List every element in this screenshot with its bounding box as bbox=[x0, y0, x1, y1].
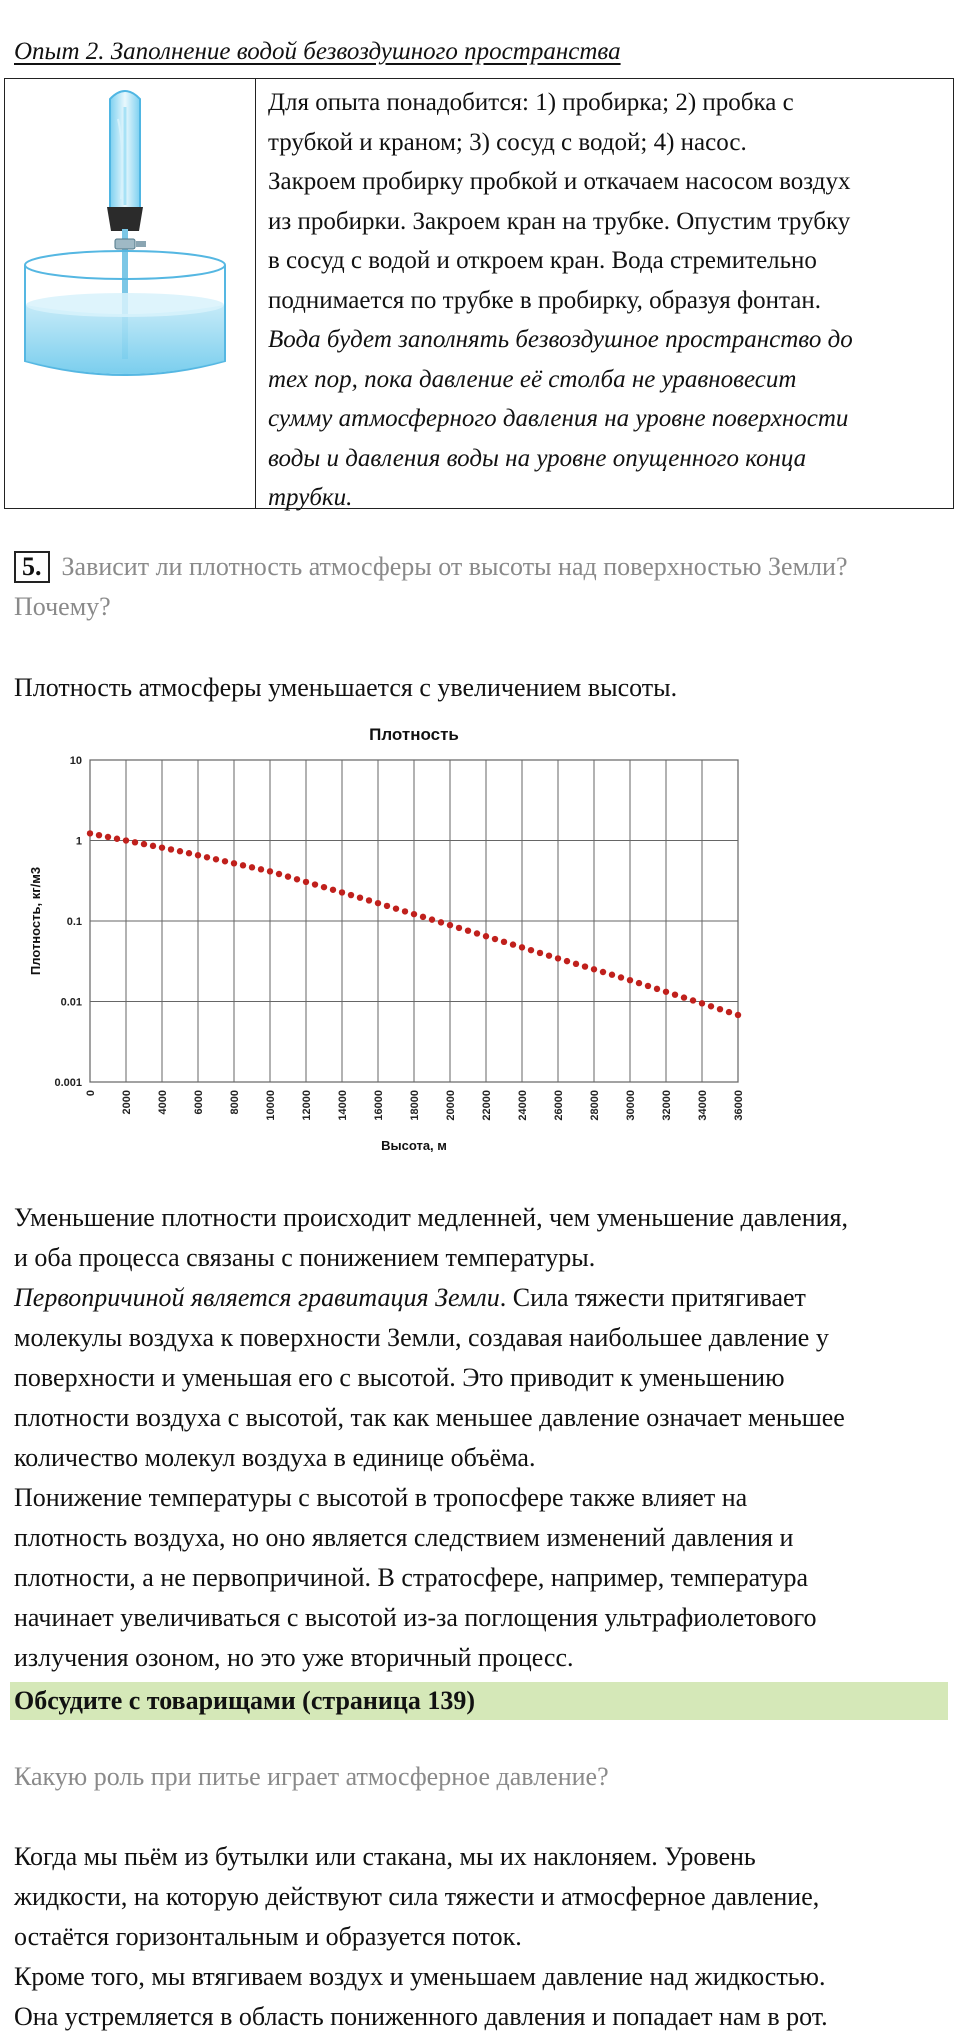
data-point bbox=[672, 991, 678, 997]
test-tube-apparatus-illustration bbox=[5, 79, 253, 379]
x-tick-label: 0 bbox=[85, 1090, 97, 1097]
data-point bbox=[312, 881, 318, 887]
data-point bbox=[258, 866, 264, 872]
experiment-line: из пробирки. Закроем кран на трубке. Опустим трубку bbox=[268, 207, 851, 235]
data-point bbox=[726, 1009, 732, 1015]
answer-line: Понижение температуры с высотой в тропосфере также влияет на bbox=[14, 1483, 748, 1512]
data-point bbox=[411, 911, 417, 917]
x-tick-label: 12000 bbox=[301, 1090, 313, 1121]
data-point bbox=[690, 997, 696, 1003]
data-point bbox=[618, 974, 624, 980]
answer-line: излучения озоном, но это уже вторичный процесс. bbox=[14, 1643, 574, 1672]
data-point bbox=[186, 850, 192, 856]
data-point bbox=[87, 830, 93, 836]
x-tick-label: 18000 bbox=[409, 1090, 421, 1121]
data-point bbox=[627, 977, 633, 983]
data-point bbox=[699, 1000, 705, 1006]
data-point bbox=[114, 836, 120, 842]
x-axis-label: Высота, м bbox=[381, 1138, 447, 1153]
experiment-conclusion-line: Вода будет заполнять безвоздушное пространство до bbox=[268, 326, 853, 353]
experiment-table bbox=[4, 78, 954, 509]
x-tick-label: 14000 bbox=[337, 1090, 349, 1121]
question-drinking: Какую роль при питье играет атмосферное давление? bbox=[14, 1762, 609, 1791]
data-point bbox=[249, 864, 255, 870]
experiment-line: Для опыта понадобится: 1) пробирка; 2) пробка с bbox=[268, 89, 794, 116]
y-tick-label: 1 bbox=[75, 835, 82, 848]
answer-line: жидкости, на которую действуют сила тяжести и атмосферное давление, bbox=[14, 1882, 820, 1911]
data-point bbox=[717, 1006, 723, 1012]
data-point bbox=[285, 873, 291, 879]
data-point bbox=[465, 927, 471, 933]
data-point bbox=[150, 843, 156, 849]
data-point bbox=[402, 908, 408, 914]
answer-after-italic: . Сила тяжести притягивает bbox=[499, 1283, 806, 1312]
data-point bbox=[537, 950, 543, 956]
answer-density-summary: Плотность атмосферы уменьшается с увеличением высоты. bbox=[14, 673, 678, 702]
question-text: Зависит ли плотность атмосферы от высоты над поверхностью Земли? Почему? bbox=[14, 552, 848, 621]
data-point bbox=[546, 952, 552, 958]
data-point bbox=[213, 856, 219, 862]
answer-line: Она устремляется в область пониженного давления и попадает нам в рот. bbox=[14, 2002, 828, 2031]
answer-line: количество молекул воздуха в единице объёма. bbox=[14, 1443, 536, 1472]
x-tick-label: 26000 bbox=[553, 1090, 565, 1121]
data-point bbox=[474, 930, 480, 936]
y-tick-label: 0.1 bbox=[66, 916, 82, 928]
data-point bbox=[492, 936, 498, 942]
x-tick-label: 16000 bbox=[373, 1090, 385, 1121]
data-point bbox=[348, 892, 354, 898]
data-point bbox=[141, 841, 147, 847]
x-tick-label: 6000 bbox=[193, 1090, 205, 1115]
x-tick-label: 10000 bbox=[265, 1090, 277, 1121]
experiment-title: Опыт 2. Заполнение водой безвоздушного пространства bbox=[14, 38, 621, 65]
x-tick-label: 34000 bbox=[697, 1090, 709, 1121]
data-point bbox=[654, 986, 660, 992]
data-point bbox=[447, 922, 453, 928]
data-point bbox=[483, 933, 489, 939]
data-point bbox=[303, 879, 309, 885]
answer-line bbox=[14, 1278, 954, 1318]
experiment-line: Закроем пробирку пробкой и откачаем насосом воздух bbox=[268, 168, 851, 195]
data-point bbox=[528, 947, 534, 953]
data-point bbox=[96, 832, 102, 838]
data-point bbox=[735, 1012, 741, 1018]
experiment-conclusion-line: тех пор, пока давление её столба не уравновесит bbox=[268, 365, 797, 393]
x-tick-label: 28000 bbox=[589, 1090, 601, 1121]
data-point bbox=[510, 941, 516, 947]
data-point bbox=[582, 963, 588, 969]
data-point bbox=[456, 925, 462, 931]
y-axis-label: Плотность, кг/м3 bbox=[28, 866, 43, 976]
answer-line: Уменьшение плотности происходит медленней, чем уменьшение давления, bbox=[14, 1203, 848, 1232]
experiment-conclusion-line: воды и давления воды на уровне опущенного конца bbox=[268, 444, 807, 472]
data-point bbox=[321, 884, 327, 890]
question-5 bbox=[14, 547, 944, 627]
x-tick-label: 20000 bbox=[445, 1090, 457, 1121]
data-point bbox=[294, 876, 300, 882]
data-point bbox=[357, 894, 363, 900]
x-tick-label: 8000 bbox=[229, 1090, 241, 1115]
data-point bbox=[231, 860, 237, 866]
data-point bbox=[420, 914, 426, 920]
answer-line: и оба процесса связаны с понижением температуры. bbox=[14, 1243, 596, 1272]
data-point bbox=[339, 889, 345, 895]
data-point bbox=[222, 858, 228, 864]
experiment-conclusion-line: трубки. bbox=[268, 484, 353, 511]
data-point bbox=[519, 944, 525, 950]
experiment-line: поднимается по трубке в пробирку, образуя фонтан. bbox=[268, 286, 821, 314]
x-tick-label: 30000 bbox=[625, 1090, 637, 1121]
y-tick-label: 0.001 bbox=[54, 1077, 82, 1089]
data-point bbox=[159, 844, 165, 850]
y-tick-label: 0.01 bbox=[60, 996, 82, 1009]
answer-explanation bbox=[14, 1198, 954, 1678]
data-point bbox=[366, 897, 372, 903]
data-point bbox=[708, 1003, 714, 1009]
experiment-line: в сосуд с водой и откроем кран. Вода стремительно bbox=[268, 247, 817, 274]
data-point bbox=[438, 919, 444, 925]
answer-line: Кроме того, мы втягиваем воздух и уменьшаем давление над жидкостью. bbox=[14, 1962, 826, 1991]
density-chart bbox=[20, 712, 750, 1162]
discuss-header-bar bbox=[10, 1682, 948, 1720]
data-point bbox=[267, 868, 273, 874]
data-point bbox=[663, 989, 669, 995]
data-point bbox=[573, 961, 579, 967]
data-point bbox=[429, 916, 435, 922]
answer-line: Когда мы пьём из бутылки или стакана, мы их наклоняем. Уровень bbox=[14, 1842, 756, 1871]
answer-line: плотность воздуха, но оно является следствием изменений давления и bbox=[14, 1523, 794, 1552]
x-tick-label: 2000 bbox=[121, 1090, 133, 1115]
data-point bbox=[609, 972, 615, 978]
data-point bbox=[564, 958, 570, 964]
experiment-figure bbox=[5, 79, 256, 508]
data-point bbox=[393, 905, 399, 911]
chart-title: Плотность bbox=[369, 725, 459, 744]
data-point bbox=[168, 846, 174, 852]
x-tick-label: 24000 bbox=[517, 1090, 529, 1121]
data-point bbox=[240, 862, 246, 868]
x-tick-label: 32000 bbox=[661, 1090, 673, 1121]
answer-line: плотности, а не первопричиной. В стратосфере, например, температура bbox=[14, 1563, 809, 1592]
experiment-description bbox=[256, 79, 953, 511]
data-point bbox=[600, 969, 606, 975]
data-point bbox=[195, 852, 201, 858]
data-point bbox=[636, 980, 642, 986]
answer-italic-part: Первопричиной является гравитация Земли bbox=[14, 1283, 500, 1312]
x-tick-label: 22000 bbox=[481, 1090, 493, 1121]
y-tick-label: 10 bbox=[69, 755, 82, 767]
data-point bbox=[384, 903, 390, 909]
data-point bbox=[123, 837, 129, 843]
answer-line: плотности воздуха с высотой, так как меньшее давление означает меньшее bbox=[14, 1403, 845, 1432]
answer-drinking bbox=[14, 1837, 954, 2037]
answer-line: начинает увеличиваться с высотой из-за поглощения ультрафиолетового bbox=[14, 1603, 817, 1632]
x-tick-label: 36000 bbox=[733, 1090, 745, 1121]
data-point bbox=[645, 983, 651, 989]
density-chart-svg bbox=[20, 712, 750, 1162]
data-point bbox=[177, 848, 183, 854]
experiment-conclusion-line: сумму атмосферного давления на уровне поверхности bbox=[268, 405, 849, 432]
data-point bbox=[375, 900, 381, 906]
data-point bbox=[204, 854, 210, 860]
answer-line: поверхности и уменьшая его с высотой. Это приводит к уменьшению bbox=[14, 1363, 785, 1392]
x-tick-label: 4000 bbox=[157, 1090, 169, 1115]
data-point bbox=[555, 955, 561, 961]
experiment-line: трубкой и краном; 3) сосуд с водой; 4) насос. bbox=[268, 128, 747, 156]
discuss-header: Обсудите с товарищами (страница 139) bbox=[14, 1686, 476, 1715]
data-point bbox=[276, 871, 282, 877]
data-point bbox=[132, 839, 138, 845]
data-point bbox=[681, 994, 687, 1000]
answer-line: остаётся горизонтальным и образуется поток. bbox=[14, 1922, 522, 1951]
data-point bbox=[501, 939, 507, 945]
question-number: 5. bbox=[14, 551, 50, 583]
data-point bbox=[330, 887, 336, 893]
answer-line: молекулы воздуха к поверхности Земли, создавая наибольшее давление у bbox=[14, 1323, 829, 1352]
data-point bbox=[591, 966, 597, 972]
data-point bbox=[105, 834, 111, 840]
